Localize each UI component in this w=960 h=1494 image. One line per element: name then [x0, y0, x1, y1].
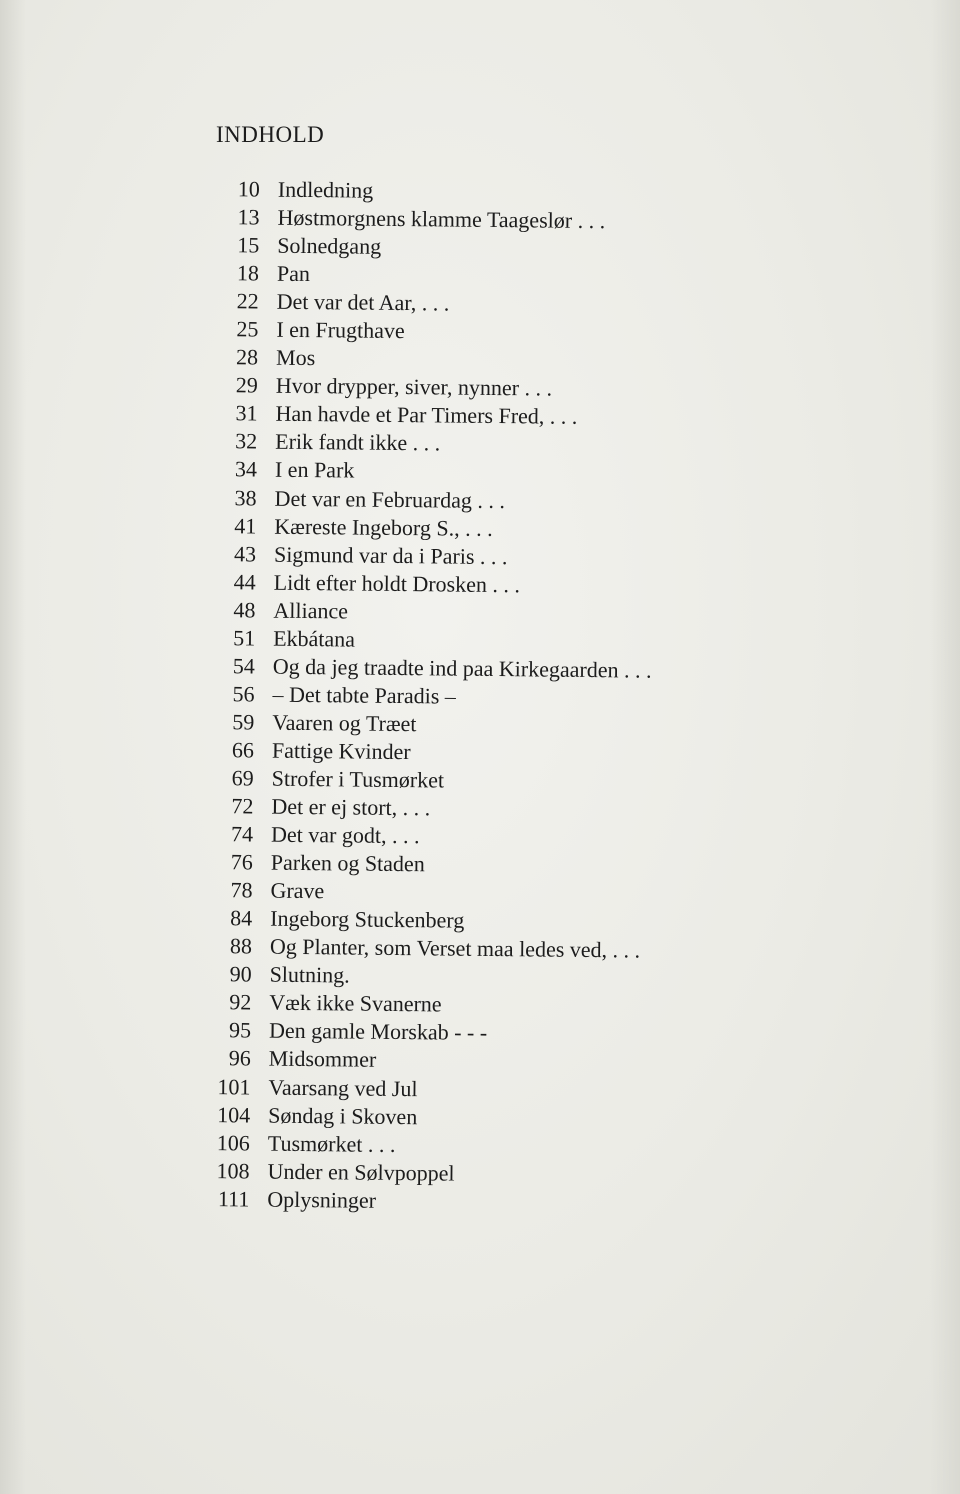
toc-page-number: 84	[230, 905, 253, 931]
toc-title: Og Planter, som Verset maa ledes ved, . . .	[269, 933, 641, 963]
toc-page-number: 15	[237, 232, 260, 258]
toc-page-number: 48	[233, 596, 256, 623]
toc-title: Det er ej stort, . . .	[271, 793, 431, 821]
toc-page-number: 111	[217, 1185, 250, 1212]
toc-title: Indledning	[277, 176, 374, 203]
toc-page-number: 38	[234, 484, 257, 511]
toc-page-number: 78	[230, 877, 253, 903]
toc-title: Ingeborg Stuckenberg	[270, 905, 465, 933]
toc-title: Det var en Februardag . . .	[274, 485, 506, 513]
toc-title: Mos	[275, 344, 316, 371]
toc-page-number: 28	[235, 344, 259, 370]
toc-page-number: 18	[236, 260, 260, 286]
toc-page-number: 104	[217, 1101, 251, 1128]
toc-page-number: 88	[229, 933, 253, 959]
toc-title: Høstmorgnens klamme Taageslør . . .	[277, 204, 606, 234]
page-title: INDHOLD	[216, 122, 325, 147]
toc-title: Solnedgang	[277, 232, 382, 259]
toc-page-number: 96	[228, 1045, 251, 1071]
toc-title: Det var det Aar, . . .	[276, 288, 450, 316]
toc-title: Vaaren og Træet	[272, 709, 417, 737]
toc-page-number: 10	[237, 176, 260, 202]
toc-page-number: 59	[232, 709, 255, 735]
toc-title: Og da jeg traadte ind paa Kirkegaarden . . .	[272, 653, 652, 683]
toc-page-number: 69	[231, 765, 254, 791]
toc-title: Væk ikke Svanerne	[269, 990, 442, 1017]
toc-page-number: 90	[229, 961, 252, 987]
toc-page-number: 29	[235, 372, 258, 398]
toc-page-number: 54	[232, 653, 256, 679]
toc-title: Lidt efter holdt Drosken . . .	[273, 569, 521, 597]
toc-page-number: 106	[216, 1129, 251, 1156]
toc-page-number: 72	[231, 793, 254, 819]
toc-page-number: 22	[236, 288, 259, 314]
toc-page-number: 76	[230, 849, 253, 875]
toc-title: Erik fandt ikke . . .	[275, 429, 441, 456]
toc-title: Grave	[270, 877, 325, 904]
toc-page-number: 66	[231, 737, 255, 763]
toc-page-number: 92	[229, 989, 252, 1015]
toc-title: – Det tabte Paradis –	[272, 681, 456, 709]
toc-title: Oplysninger	[267, 1186, 377, 1213]
toc-title: Under en Sølvpoppel	[267, 1158, 455, 1186]
toc-page-number: 101	[217, 1073, 251, 1099]
page-shadow-right	[930, 0, 960, 1494]
toc-title: Fattige Kvinder	[271, 737, 411, 765]
page-shadow-left	[0, 0, 26, 1494]
table-of-contents	[199, 176, 830, 1220]
toc-title: I en Frugthave	[276, 316, 405, 344]
toc-page-number: 74	[230, 821, 254, 847]
toc-page-number: 43	[233, 540, 257, 567]
toc-page-number: 34	[234, 456, 258, 482]
toc-title: Strofer i Tusmørket	[271, 765, 445, 793]
toc-page-number: 32	[235, 428, 258, 454]
toc-title: Søndag i Skoven	[268, 1102, 418, 1129]
toc-page-number: 56	[232, 681, 255, 707]
toc-page-number: 51	[233, 625, 256, 651]
toc-page-number: 13	[237, 204, 260, 230]
toc-entry	[199, 1186, 819, 1221]
toc-title: Alliance	[273, 597, 349, 624]
toc-title: Det var godt, . . .	[270, 821, 420, 849]
toc-page-number: 25	[236, 316, 259, 342]
toc-page-number: 41	[234, 512, 257, 539]
toc-title: Ekbátana	[273, 625, 356, 652]
toc-page-number: 95	[228, 1017, 252, 1043]
toc-title: Hvor drypper, siver, nynner . . .	[275, 373, 553, 401]
toc-page-number: 31	[235, 400, 258, 426]
toc-title: I en Park	[274, 457, 355, 483]
toc-page-number: 44	[233, 568, 256, 595]
toc-title: Vaarsang ved Jul	[268, 1074, 418, 1101]
toc-title: Parken og Staden	[270, 849, 425, 877]
toc-title: Tusmørket . . .	[267, 1130, 396, 1157]
toc-title: Den gamle Morskab - - -	[268, 1018, 488, 1046]
toc-title: Sigmund var da i Paris . . .	[273, 541, 508, 569]
toc-title: Kæreste Ingeborg S., . . .	[274, 513, 493, 541]
toc-page-number: 108	[216, 1157, 250, 1184]
toc-title: Slutning.	[269, 961, 350, 988]
toc-title: Midsommer	[268, 1046, 377, 1073]
toc-title: Han havde et Par Timers Fred, . . .	[275, 401, 578, 430]
toc-title: Pan	[276, 260, 311, 287]
